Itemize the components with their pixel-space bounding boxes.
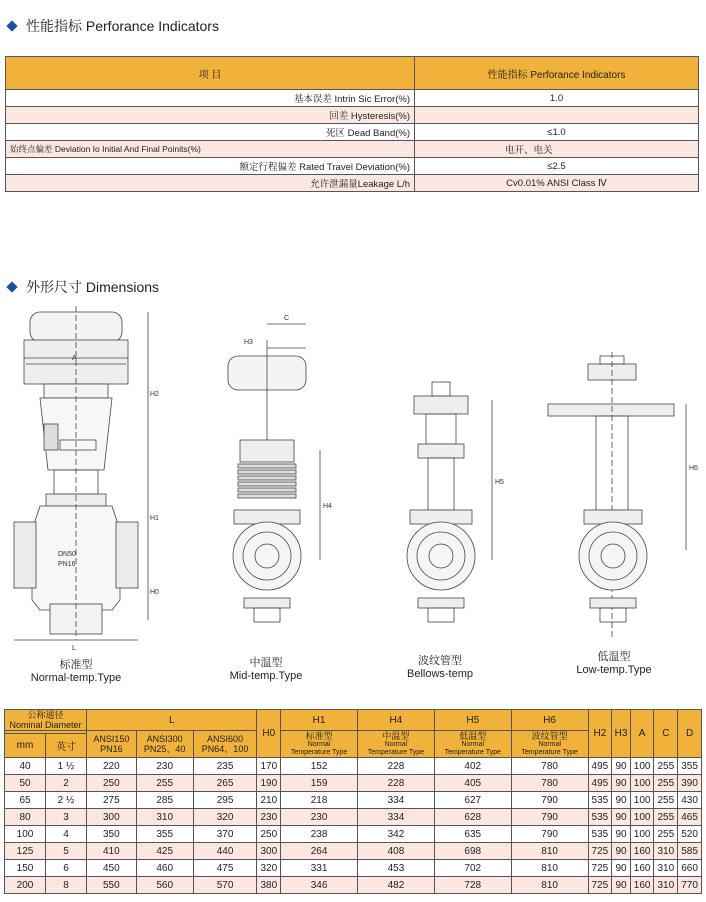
table-cell: 728 <box>434 877 511 894</box>
table-cell: 698 <box>434 843 511 860</box>
table-cell: 310 <box>654 860 678 877</box>
perf-label: 死区 Dead Band(%) <box>6 124 415 141</box>
label-h3: H3 <box>244 339 253 346</box>
table-cell: 160 <box>630 877 654 894</box>
section-title-text: 性能指标 Perforance Indicators <box>26 18 219 34</box>
table-cell: 6 <box>46 860 87 877</box>
ansi600-header: ANSI600 PN64、100 <box>193 731 257 758</box>
fins <box>238 464 296 498</box>
table-row <box>5 843 702 860</box>
table-cell: 90 <box>612 860 631 877</box>
table-cell: 725 <box>588 877 612 894</box>
perf-value: ≤1.0 <box>415 124 699 141</box>
table-cell: 570 <box>193 877 257 894</box>
table-cell: 331 <box>281 860 358 877</box>
table-cell: 255 <box>654 826 678 843</box>
table-cell: 255 <box>654 792 678 809</box>
table-cell: 370 <box>193 826 257 843</box>
table-cell: 310 <box>654 843 678 860</box>
table-cell: 250 <box>87 775 137 792</box>
perf-value: Cv0.01% ANSI Class Ⅳ <box>415 175 699 192</box>
table-cell: 770 <box>678 877 702 894</box>
table-cell: 810 <box>511 843 588 860</box>
table-cell: 453 <box>358 860 435 877</box>
table-cell: 585 <box>678 843 702 860</box>
caption-low: 低温型 Low-temp.Type <box>576 651 652 676</box>
l-header: L <box>87 710 257 731</box>
table-cell: 65 <box>5 792 46 809</box>
table-cell: 334 <box>358 809 435 826</box>
table-cell: 160 <box>630 843 654 860</box>
table-cell: 210 <box>257 792 281 809</box>
h5-header: H5 <box>434 710 511 731</box>
table-cell: 3 <box>46 809 87 826</box>
table-cell: 355 <box>678 758 702 775</box>
table-cell: 410 <box>87 843 137 860</box>
table-cell: 90 <box>612 809 631 826</box>
table-cell: 2 ½ <box>46 792 87 809</box>
table-cell: 380 <box>257 877 281 894</box>
table-cell: 430 <box>678 792 702 809</box>
table-cell: 482 <box>358 877 435 894</box>
c-header: C <box>654 710 678 758</box>
table-cell: 2 <box>46 775 87 792</box>
table-row <box>5 809 702 826</box>
low-type-drawing <box>548 352 686 640</box>
table-cell: 355 <box>136 826 193 843</box>
table-cell: 100 <box>630 809 654 826</box>
table-cell: 465 <box>678 809 702 826</box>
table-cell: 125 <box>5 843 46 860</box>
label-h6: H6 <box>689 465 698 472</box>
table-cell: 535 <box>588 809 612 826</box>
table-cell: 285 <box>136 792 193 809</box>
mid-type-drawing <box>228 324 320 622</box>
table-row <box>5 877 702 894</box>
table-cell: 725 <box>588 843 612 860</box>
perf-value: ≤2.5 <box>415 158 699 175</box>
table-cell: 90 <box>612 792 631 809</box>
caption-normal: 标准型 Normal-temp.Type <box>30 659 122 684</box>
table-cell: 635 <box>434 826 511 843</box>
table-cell: 235 <box>193 758 257 775</box>
label-dn: DN50 <box>58 551 76 558</box>
perf-label: 基本误差 Intrin Sic Error(%) <box>6 90 415 107</box>
perf-label: 允许泄漏量Leakage L/h <box>6 175 415 192</box>
label-c: C <box>284 315 290 322</box>
label-pn: PN16 <box>58 561 76 568</box>
table-cell: 790 <box>511 826 588 843</box>
table-cell: 40 <box>5 758 46 775</box>
label-a: A <box>72 355 77 362</box>
mm-header: mm <box>5 734 46 758</box>
table-cell: 220 <box>87 758 137 775</box>
perf-header-value: 性能指标 Perforance Indicators <box>415 57 699 90</box>
table-cell: 295 <box>193 792 257 809</box>
table-cell: 627 <box>434 792 511 809</box>
table-cell: 300 <box>257 843 281 860</box>
table-cell: 520 <box>678 826 702 843</box>
label-h2: H2 <box>150 391 159 398</box>
table-cell: 460 <box>136 860 193 877</box>
table-cell: 159 <box>281 775 358 792</box>
table-cell: 100 <box>630 792 654 809</box>
table-cell: 402 <box>434 758 511 775</box>
table-cell: 320 <box>257 860 281 877</box>
table-cell: 265 <box>193 775 257 792</box>
perf-header-item: 项 目 <box>6 57 415 90</box>
table-cell: 90 <box>612 877 631 894</box>
normal-type-drawing <box>14 306 148 640</box>
table-row <box>5 860 702 877</box>
table-cell: 405 <box>434 775 511 792</box>
table-cell: 228 <box>358 758 435 775</box>
table-cell: 170 <box>257 758 281 775</box>
table-cell: 310 <box>136 809 193 826</box>
table-cell: 390 <box>678 775 702 792</box>
table-row <box>5 826 702 843</box>
table-cell: 780 <box>511 775 588 792</box>
h1-header: H1 <box>281 710 358 731</box>
table-cell: 90 <box>612 843 631 860</box>
ansi150-header: ANSI150 PN16 <box>87 731 137 758</box>
table-cell: 346 <box>281 877 358 894</box>
dimensions-table <box>4 709 702 894</box>
table-cell: 702 <box>434 860 511 877</box>
label-h4: H4 <box>323 503 332 510</box>
table-row <box>5 792 702 809</box>
table-cell: 228 <box>358 775 435 792</box>
table-cell: 535 <box>588 792 612 809</box>
nominal-header: 公称通径 Nominal Diameter <box>5 710 87 731</box>
bellows-type-drawing <box>407 382 492 622</box>
table-cell: 408 <box>358 843 435 860</box>
table-cell: 230 <box>136 758 193 775</box>
h6-header: H6 <box>511 710 588 731</box>
table-cell: 790 <box>511 792 588 809</box>
table-cell: 255 <box>654 809 678 826</box>
table-cell: 1 ½ <box>46 758 87 775</box>
table-cell: 350 <box>87 826 137 843</box>
table-cell: 152 <box>281 758 358 775</box>
table-cell: 334 <box>358 792 435 809</box>
table-cell: 5 <box>46 843 87 860</box>
table-cell: 342 <box>358 826 435 843</box>
table-cell: 810 <box>511 860 588 877</box>
table-cell: 560 <box>136 877 193 894</box>
table-cell: 160 <box>630 860 654 877</box>
table-row <box>5 758 702 775</box>
perf-label: 回差 Hysteresis(%) <box>6 107 415 124</box>
table-cell: 255 <box>136 775 193 792</box>
table-cell: 450 <box>87 860 137 877</box>
table-cell: 90 <box>612 775 631 792</box>
table-cell: 725 <box>588 860 612 877</box>
inch-header: 英寸 <box>46 734 87 758</box>
table-cell: 50 <box>5 775 46 792</box>
table-cell: 425 <box>136 843 193 860</box>
table-cell: 264 <box>281 843 358 860</box>
table-cell: 150 <box>5 860 46 877</box>
table-cell: 810 <box>511 877 588 894</box>
caption-bellows: 波纹管型 Bellows-temp <box>406 655 474 680</box>
table-cell: 238 <box>281 826 358 843</box>
table-row <box>5 775 702 792</box>
a-header: A <box>630 710 654 758</box>
table-cell: 660 <box>678 860 702 877</box>
perf-label: 始终点偏差 Deviation Io Initial And Final Poinits(%) <box>6 141 415 158</box>
section-title-text: 外形尺寸 Dimensions <box>26 279 160 295</box>
h2-header: H2 <box>588 710 612 758</box>
h3-header: H3 <box>612 710 631 758</box>
h1-sub: 标准型 Normal Temperature Type <box>281 731 358 758</box>
table-cell: 80 <box>5 809 46 826</box>
table-cell: 275 <box>87 792 137 809</box>
h4-header: H4 <box>358 710 435 731</box>
table-cell: 4 <box>46 826 87 843</box>
h5-sub: 低温型 Normal Temperature Type <box>434 731 511 758</box>
table-cell: 100 <box>5 826 46 843</box>
table-cell: 550 <box>87 877 137 894</box>
table-cell: 230 <box>281 809 358 826</box>
table-cell: 90 <box>612 758 631 775</box>
h0-header: H0 <box>257 710 281 758</box>
table-cell: 100 <box>630 775 654 792</box>
perf-value: 电开、电关 <box>415 141 699 158</box>
perf-label: 额定行程偏差 Rated Travel Deviation(%) <box>6 158 415 175</box>
table-cell: 90 <box>612 826 631 843</box>
table-cell: 255 <box>654 775 678 792</box>
table-cell: 200 <box>5 877 46 894</box>
table-cell: 535 <box>588 826 612 843</box>
table-cell: 100 <box>630 758 654 775</box>
table-cell: 8 <box>46 877 87 894</box>
label-h5: H5 <box>495 479 504 486</box>
table-cell: 628 <box>434 809 511 826</box>
table-cell: 250 <box>257 826 281 843</box>
table-cell: 310 <box>654 877 678 894</box>
h4-sub: 中温型 Normal Temperature Type <box>358 731 435 758</box>
h6-sub: 波纹管型 Normal Temperature Type <box>511 731 588 758</box>
table-cell: 100 <box>630 826 654 843</box>
table-cell: 495 <box>588 758 612 775</box>
table-cell: 790 <box>511 809 588 826</box>
table-cell: 218 <box>281 792 358 809</box>
table-cell: 230 <box>257 809 281 826</box>
label-l: L <box>72 645 76 652</box>
d-header: D <box>678 710 702 758</box>
label-h0: H0 <box>150 589 159 596</box>
table-cell: 300 <box>87 809 137 826</box>
table-cell: 255 <box>654 758 678 775</box>
ansi300-header: ANSI300 PN25、40 <box>136 731 193 758</box>
table-cell: 495 <box>588 775 612 792</box>
perf-value: 1.0 <box>415 90 699 107</box>
caption-mid: 中温型 Mid-temp.Type <box>229 657 303 682</box>
table-cell: 440 <box>193 843 257 860</box>
table-cell: 780 <box>511 758 588 775</box>
table-cell: 190 <box>257 775 281 792</box>
table-cell: 475 <box>193 860 257 877</box>
table-cell: 320 <box>193 809 257 826</box>
label-h1: H1 <box>150 515 159 522</box>
